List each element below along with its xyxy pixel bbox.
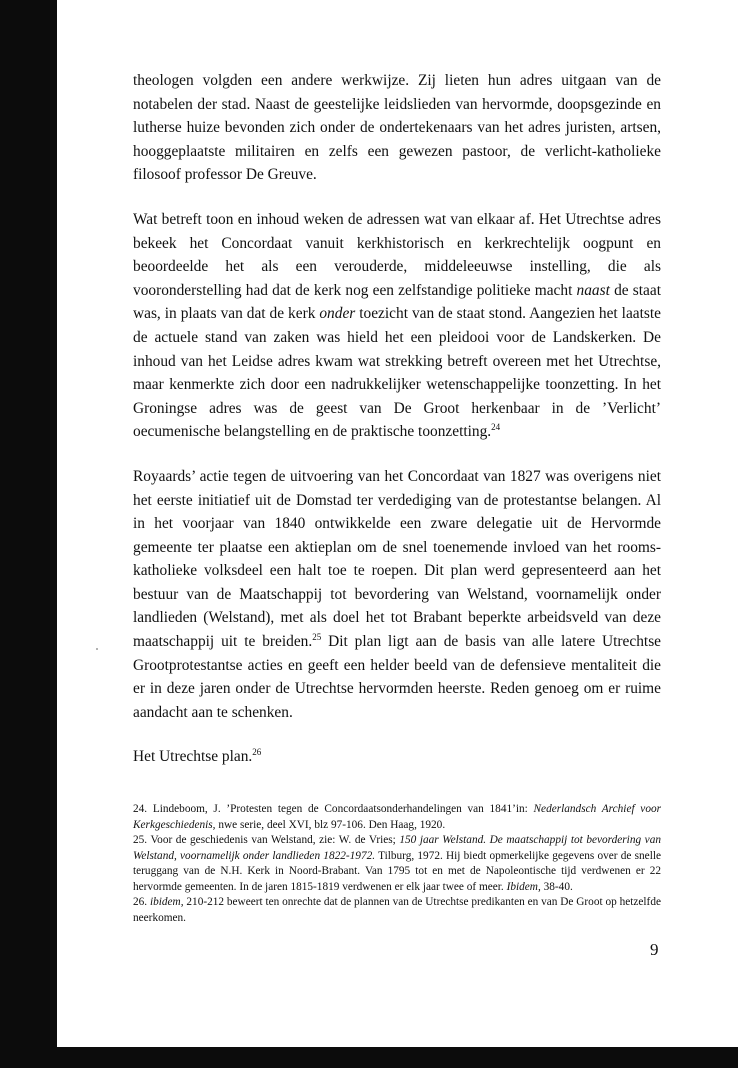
footnote-25-title: 150 jaar Welstand. De maatschappij tot bevordering van Welstand, voornamelijk onder landlieden 1822-1972.: [133, 834, 661, 862]
footnote-ref-26[interactable]: 26: [252, 747, 262, 758]
scan-left-border: [0, 0, 57, 1068]
paragraph-2-text-e: toezicht van de staat stond. Aangezien het laatste de actuele stand van zaken was hield het een pleidooi voor de Landskerken. De inhoud van het Leidse adres kwam wat strekking betreft overeen met het Utrechtse, maar kenmerkte zich door een nadrukkelijker wetenschappelijke toonzetting. In het Groningse adres was de geest van De Groot herkenbaar in de ’Verlicht’ oecumenische belangstelling en de praktische toonzetting.: [133, 305, 661, 441]
footnote-24: [133, 802, 661, 833]
footnote-25: [133, 833, 661, 895]
footnote-26-text-c: 210-212 beweert ten onrechte dat de plannen van de Utrechtse predikanten en van De Groot op hetzelfde neerkomen.: [133, 896, 661, 924]
footnote-26-text-a: 26.: [133, 896, 150, 909]
footnote-24-text-a: 24. Lindeboom, J. ’Protesten tegen de Concordaatsonderhandelingen van 1841’in:: [133, 803, 534, 816]
footnote-26-ibidem: ibidem,: [149, 896, 184, 909]
footnote-25-text-e: 38-40.: [540, 880, 573, 893]
footnotes: [133, 802, 661, 926]
emphasis-naast: naast: [576, 281, 610, 299]
page-body: [133, 69, 661, 926]
paragraph-2-text-c: de staat was, in plaats van dat de kerk: [133, 281, 661, 323]
footnote-24-title: Nederlandsch Archief voor Kerkgeschiedenis,: [133, 803, 662, 831]
paragraph-3-text-b: Dit plan ligt aan de basis van alle latere Utrechtse Grootprotestantse acties en geeft een helder beeld van de defensieve mentaliteit die er in deze jaren onder de Utrechtse hervormden heerste. Reden genoeg om er ruime aandacht aan te schenken.: [133, 633, 662, 721]
section-heading-text: Het Utrechtse plan.: [133, 748, 253, 766]
section-heading: [133, 745, 661, 769]
footnote-25-text-a: 25. Voor de geschiedenis van Welstand, zie: W. de Vries;: [133, 834, 400, 847]
paragraph-1-text: theologen volgden een andere werkwijze. Zij lieten hun adres uitgaan van de notabelen der stad. Naast de geestelijke leidslieden van hervormde, doopsgezinde en lutherse huize bevonden zich onder de ondertekenaars van het adres juristen, artsen, hooggeplaatste militairen en zelfs een gewezen pastoor, de verlicht-katholieke filosoof professor De Greuve.: [133, 72, 661, 184]
footnote-25-ibidem: Ibidem,: [506, 880, 541, 893]
scan-speck: [96, 648, 98, 650]
footnote-ref-24[interactable]: 24: [491, 422, 501, 433]
footnote-26: [133, 895, 661, 926]
paragraph-3-text-a: Royaards’ actie tegen de uitvoering van het Concordaat van 1827 was overigens niet het eerste initiatief uit de Domstad ter verdediging van de protestantse belangen. Al in het voorjaar van 1840 ontwikkelde een zware delegatie uit de Hervormde gemeente ter plaatse een aktieplan om de snel toenemende invloed van het rooms-katholieke volksdeel een halt toe te roepen. Dit plan werd gepresenteerd aan het bestuur van de Maatschappij tot bevordering van Welstand, voornamelijk onder landlieden (Welstand), met als doel het tot Brabant beperkte arbeidsveld van deze maatschappij uit te breiden.: [133, 467, 661, 651]
paragraph-2-text-a: Wat betreft toon en inhoud weken de adressen wat van elkaar af. Het Utrechtse adres bekeek het Concordaat vanuit kerkhistorisch en kerkrechtelijk oogpunt en beoordeelde het als een verouderde, middeleeuwse instelling, die als vooronderstelling had dat de kerk nog een zelfstandige politieke macht: [133, 210, 661, 299]
paragraph-3: [133, 465, 661, 725]
footnote-24-text-c: nwe serie, deel XVI, blz 97-106. Den Haag, 1920.: [215, 818, 446, 831]
emphasis-onder: onder: [319, 305, 356, 323]
footnote-ref-25[interactable]: 25: [312, 631, 322, 642]
page-number: 9: [650, 940, 659, 959]
paragraph-1: [133, 69, 661, 187]
scan-bottom-border: [0, 1047, 738, 1068]
paragraph-2: [133, 208, 661, 444]
footnote-25-text-c: Tilburg, 1972. Hij biedt opmerkelijke gegevens over de snelle teruggang van de N.H. Kerk in Noord-Brabant. Van 1795 tot en met de Napoleontische tijd verdwenen er 22 hervormde gemeenten. In de jaren 1815-1819 verdwenen er elk jaar twee of meer.: [133, 849, 661, 893]
